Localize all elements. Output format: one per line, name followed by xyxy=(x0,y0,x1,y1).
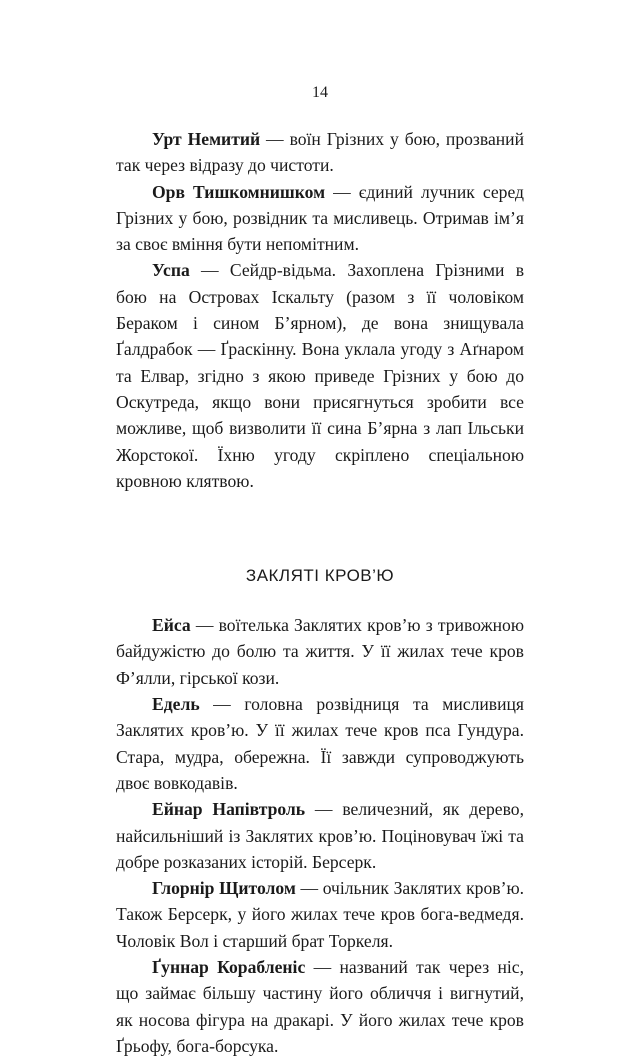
character-description: єдиний лучник серед Грізних у бою, розвідник та мисливець. Отримав ім’я за своє вміння бути непомітним. xyxy=(116,181,524,255)
character-name: Ейса xyxy=(152,615,191,636)
character-description: воїн Грізних у бою, прозваний так через відразу до чистоти. xyxy=(116,129,525,176)
entry-dash: — xyxy=(189,260,230,281)
section-heading: ЗАКЛЯТІ КРОВ’Ю xyxy=(245,566,395,586)
character-name: Орв Тишкомнишком xyxy=(152,181,326,202)
character-entry-urt xyxy=(116,126,524,179)
character-name: Глорнір Щитолом xyxy=(152,878,296,899)
character-name: Едель xyxy=(152,694,200,715)
character-entry-gunnar xyxy=(116,954,524,1059)
character-description: названий так через ніс, що займає більшу частину його обличчя і вигнутий, як носова фігура на дракарі. У його жилах тече кров Ґрьофу, бога-борсука. xyxy=(116,957,524,1056)
character-entry-orv xyxy=(116,179,524,258)
character-description: величезний, як дерево, найсильніший із Заклятих кров’ю. Поціновувач їжі та добре розказаних історій. Берсерк. xyxy=(116,799,524,872)
entry-dash: — xyxy=(199,694,245,715)
entry-dash: — xyxy=(295,878,323,899)
character-description: головна розвідниця та мисливиця Заклятих кров’ю. У її жилах тече кров пса Гундура. Стара, мудра, обережна. Її завжди супроводжують двоє вовкодавів. xyxy=(116,694,525,793)
character-description: Сейдр-відьма. Захоплена Грізними в бою на Островах Іскальту (разом з її чоловіком Бераком і сином Б’ярном), де вона знищувала Ґалдрабок — Ґраскінну. Вона уклала угоду з Аґнаром та Елвар, згідно з якою приведе Грізних у бою до Оскутреда, якщо вони присягнуться зробити все можливе, щоб визволити її сина Б’ярна з лап Ільськи Жорстокої. Їхню угоду скріплено спеціальною кровною клятвою. xyxy=(116,260,525,491)
character-entry-edel xyxy=(116,691,524,796)
entry-dash: — xyxy=(325,181,359,202)
character-entry-einar xyxy=(116,796,524,875)
page-number: 14 xyxy=(312,84,328,101)
character-name: Успа xyxy=(152,260,190,281)
entry-dash: — xyxy=(305,957,340,978)
character-entry-eysa xyxy=(116,612,524,691)
character-name: Ґуннар Корабленіс xyxy=(152,957,306,978)
entry-dash: — xyxy=(260,129,290,149)
character-name: Урт Немитий xyxy=(152,129,261,149)
character-description: очільник Заклятих кров’ю. Також Берсерк, у його жилах тече кров бога-ведмедя. Чоловік Вол і старший брат Торкеля. xyxy=(116,878,524,951)
book-page xyxy=(116,80,524,1059)
character-description: воїтелька Заклятих кров’ю з тривожною байдужістю до болю та життя. У її жилах тече кров Ф’ялли, гірської кози. xyxy=(116,615,524,688)
character-name: Ейнар Напівтроль xyxy=(152,799,306,820)
character-entry-glornir xyxy=(116,875,524,954)
character-entry-uspa xyxy=(116,257,524,494)
entry-dash: — xyxy=(190,615,219,636)
entry-dash: — xyxy=(305,799,343,820)
